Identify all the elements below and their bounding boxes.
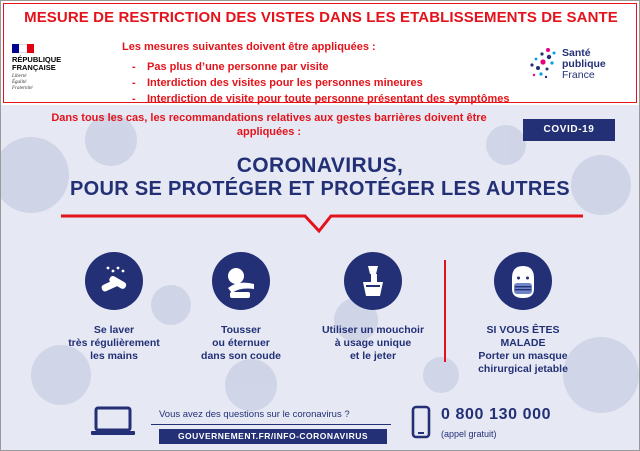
phone-number[interactable]: 0 800 130 000	[441, 406, 552, 423]
sante-publique-dots-icon	[528, 46, 562, 82]
covid-badge: COVID-19	[523, 119, 615, 141]
gesture-label-cough: Tousser ou éternuer dans son coude	[201, 324, 281, 362]
gesture-label-wash: Se laver très régulièrement les mains	[68, 324, 160, 362]
footer-question: Vous avez des questions sur le coronavirus ?	[159, 409, 350, 420]
republique-name-1: RÉPUBLIQUE	[12, 55, 62, 64]
phone-note: (appel gratuit)	[441, 429, 497, 439]
gesture-mask	[463, 252, 583, 376]
phone-icon	[411, 405, 431, 439]
gesture-label-mask: SI VOUS ÊTES MALADE Porter un masque chirurgical jetable	[478, 324, 568, 375]
notice-item: - Pas plus d’une personne par visite	[132, 59, 509, 75]
republique-francaise-logo	[12, 44, 82, 92]
sante-publique-france-logo	[528, 46, 628, 86]
notice-item: - Interdiction de visite pour toute personne présentant des symptômes	[132, 91, 509, 107]
gesture-tissue	[313, 252, 433, 363]
french-flag-icon	[12, 44, 34, 53]
republique-motto-3: Fraternité	[12, 86, 33, 91]
spf-line2: publique	[562, 58, 606, 70]
gesture-label-tissue: Utiliser un mouchoir à usage unique et le jeter	[321, 324, 425, 362]
tissue-icon	[344, 252, 402, 310]
gesture-cough-elbow	[181, 252, 301, 363]
footer-rule	[151, 424, 391, 425]
spf-line1: Santé	[562, 47, 591, 59]
republique-motto-1: Liberté	[12, 74, 27, 79]
notice-title: MESURE DE RESTRICTION DES VISTES DANS LES ETABLISSEMENTS DE SANTE	[24, 9, 618, 26]
republique-name-2: FRANÇAISE	[12, 63, 56, 72]
covid-poster	[1, 105, 639, 450]
restriction-notice	[3, 3, 637, 103]
laptop-icon	[89, 405, 137, 437]
info-coronavirus-link[interactable]: GOUVERNEMENT.FR/INFO-CORONAVIRUS	[159, 429, 387, 444]
hand-washing-icon	[85, 252, 143, 310]
republique-motto-2: Égalité	[12, 80, 27, 85]
gesture-hand-washing	[54, 252, 174, 363]
face-mask-icon	[494, 252, 552, 310]
headline-line1: CORONAVIRUS,	[236, 154, 404, 177]
sante-publique-text	[562, 48, 606, 81]
headline-line2: POUR SE PROTÉGER ET PROTÉGER LES AUTRES	[70, 178, 570, 200]
poster-note: Dans tous les cas, les recommandations relatives aux gestes barrières doivent être appliquées :	[51, 112, 487, 138]
speech-bubble-line	[1, 105, 639, 245]
spf-line3: France	[562, 69, 595, 81]
cough-elbow-icon	[212, 252, 270, 310]
notice-item: - Interdiction des visites pour les personnes mineures	[132, 75, 509, 91]
notice-list	[132, 59, 509, 107]
notice-intro: Les mesures suivantes doivent être appliquées :	[122, 41, 376, 53]
red-separator	[444, 260, 446, 362]
